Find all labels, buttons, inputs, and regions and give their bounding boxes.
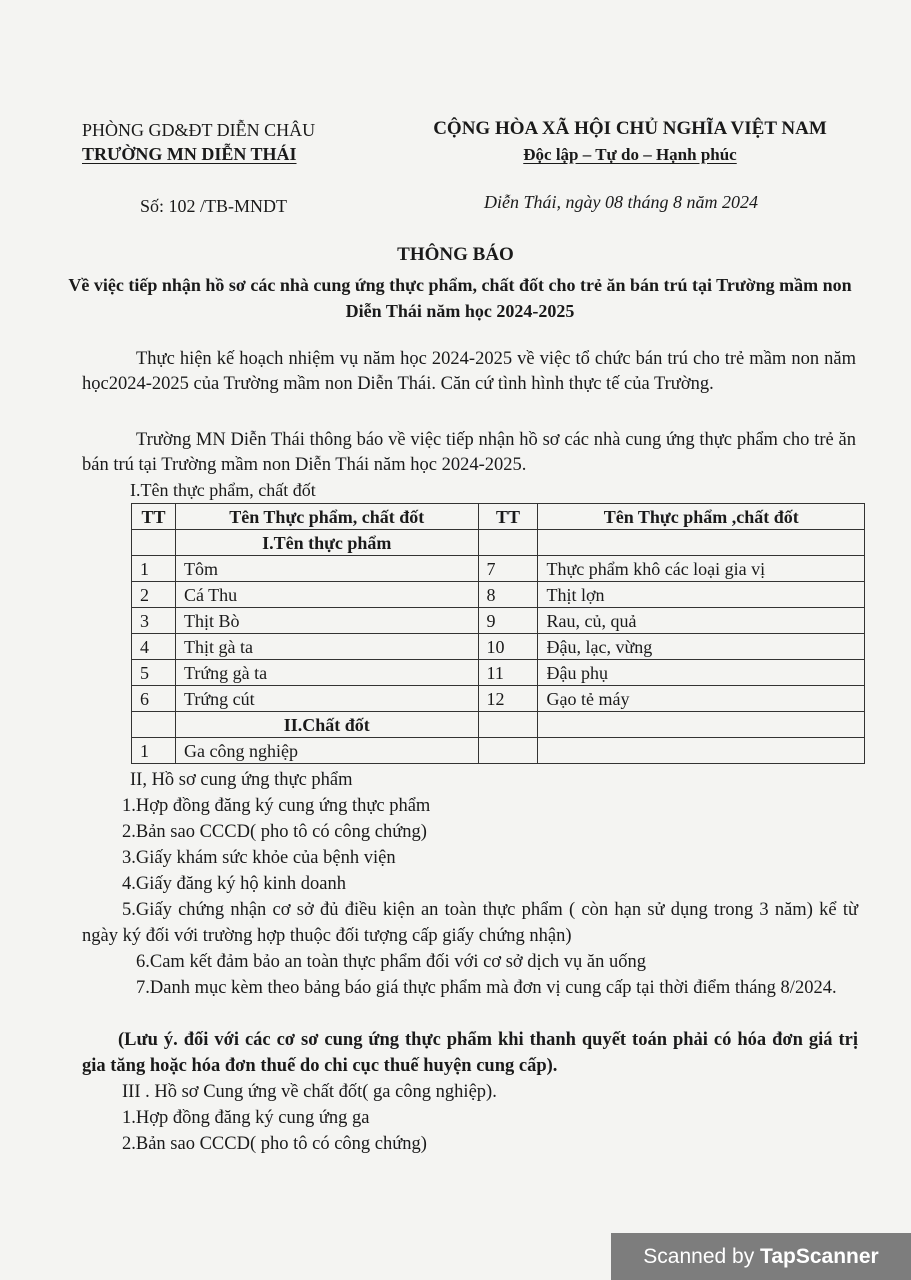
table-cell: Thịt gà ta xyxy=(175,634,478,660)
table-cell: 3 xyxy=(132,608,176,634)
paragraph-1: Thực hiện kế hoạch nhiệm vụ năm học 2024-2025 về việc tổ chức bán trú cho trẻ mầm non năm học2024-2025 của Trường mầm non Diễn Thái. Căn cứ tình hình thực tế của Trường. xyxy=(82,349,856,394)
list-item: 7.Danh mục kèm theo bảng báo giá thực phẩm mà đơn vị cung cấp tại thời điểm tháng 8/2024. xyxy=(136,978,837,998)
group-label: II.Chất đốt xyxy=(175,712,478,738)
list-item: 4.Giấy đăng ký hộ kinh doanh xyxy=(122,874,347,894)
nation-name: CỘNG HÒA XÃ HỘI CHỦ NGHĨA VIỆT NAM xyxy=(433,118,827,139)
table-cell: 10 xyxy=(478,634,538,660)
table-cell: Thực phẩm khô các loại gia vị xyxy=(538,556,865,582)
table-cell: 8 xyxy=(478,582,538,608)
table-cell: 4 xyxy=(132,634,176,660)
list-item: 2.Bản sao CCCD( pho tô có công chứng) xyxy=(122,1134,427,1154)
table-cell: Thịt Bò xyxy=(175,608,478,634)
table-cell: Đậu phụ xyxy=(538,660,865,686)
table-cell: Trứng gà ta xyxy=(175,660,478,686)
table-cell: Rau, củ, quả xyxy=(538,608,865,634)
list-item: 6.Cam kết đảm bảo an toàn thực phẩm đối với cơ sở dịch vụ ăn uống xyxy=(136,952,646,972)
header-cell: Tên Thực phẩm ,chất đốt xyxy=(538,504,865,530)
table-cell: 6 xyxy=(132,686,176,712)
watermark-prefix: Scanned by xyxy=(643,1245,761,1268)
table-row xyxy=(132,686,865,712)
table-cell xyxy=(538,738,865,764)
list-item: 5.Giấy chứng nhận cơ sở đủ điều kiện an toàn thực phẩm ( còn hạn sử dụng trong 3 năm) kể từ ngày ký đối với trường hợp thuộc đối tượng cấp giấy chứng nhận) xyxy=(82,900,858,946)
list-item: 2.Bản sao CCCD( pho tô có công chứng) xyxy=(122,822,427,842)
table-cell: Ga công nghiệp xyxy=(175,738,478,764)
table-row xyxy=(132,660,865,686)
document-number: Số: 102 /TB-MNDT xyxy=(140,196,288,216)
school-name: TRƯỜNG MN DIỄN THÁI xyxy=(82,144,297,164)
table-row xyxy=(132,582,865,608)
table-row xyxy=(132,738,865,764)
table-cell: Tôm xyxy=(175,556,478,582)
header-cell: TT xyxy=(132,504,176,530)
table-cell xyxy=(478,712,538,738)
list-item: 1.Hợp đồng đăng ký cung ứng ga xyxy=(122,1108,370,1128)
table-cell xyxy=(132,712,176,738)
group-row-food xyxy=(132,530,865,556)
document-subtitle: Về việc tiếp nhận hồ sơ các nhà cung ứng thực phẩm, chất đốt cho trẻ ăn bán trú tại Trường mầm non Diễn Thái năm học 2024-2025 xyxy=(68,275,852,321)
list-item: 1.Hợp đồng đăng ký cung ứng thực phẩm xyxy=(122,796,431,816)
table-cell: 12 xyxy=(478,686,538,712)
table-row xyxy=(132,634,865,660)
table-cell xyxy=(478,738,538,764)
table-cell: Thịt lợn xyxy=(538,582,865,608)
table-header-row xyxy=(132,504,865,530)
scanner-watermark xyxy=(611,1233,911,1280)
header-cell: TT xyxy=(478,504,538,530)
header-left xyxy=(82,118,315,166)
section-1-title: I.Tên thực phẩm, chất đốt xyxy=(130,480,316,500)
table-row xyxy=(132,556,865,582)
table-cell: 2 xyxy=(132,582,176,608)
document-title: THÔNG BÁO xyxy=(397,244,514,265)
section-3-title: III . Hồ sơ Cung ứng về chất đốt( ga công nghiệp). xyxy=(122,1082,497,1102)
table-row xyxy=(132,608,865,634)
table-cell: 1 xyxy=(132,738,176,764)
department-name: PHÒNG GD&ĐT DIỄN CHÂU xyxy=(82,120,316,140)
table-cell: 11 xyxy=(478,660,538,686)
list-item: 3.Giấy khám sức khỏe của bệnh viện xyxy=(122,848,396,868)
table-cell: Gạo tẻ máy xyxy=(538,686,865,712)
group-label: I.Tên thực phẩm xyxy=(175,530,478,556)
table-cell xyxy=(132,530,176,556)
header-right xyxy=(422,116,838,168)
note: (Lưu ý. đối với các cơ sơ cung ứng thực phẩm khi thanh quyết toán phải có hóa đơn giá trị gia tăng hoặc hóa đơn thuế do chi cục thuế huyện cung cấp). xyxy=(82,1030,858,1076)
table-cell: 7 xyxy=(478,556,538,582)
table-cell: Đậu, lạc, vừng xyxy=(538,634,865,660)
watermark-brand: TapScanner xyxy=(760,1245,879,1268)
paragraph-2: Trường MN Diễn Thái thông báo về việc tiếp nhận hồ sơ các nhà cung ứng thực phẩm cho trẻ ăn bán trú tại Trường mầm non Diễn Thái năm học 2024-2025. xyxy=(82,430,856,475)
table-cell xyxy=(478,530,538,556)
header-cell: Tên Thực phẩm, chất đốt xyxy=(175,504,478,530)
table-cell: Trứng cút xyxy=(175,686,478,712)
table-cell xyxy=(538,530,865,556)
section-2-title: II, Hồ sơ cung ứng thực phẩm xyxy=(130,770,353,790)
motto: Độc lập – Tự do – Hạnh phúc xyxy=(523,145,737,164)
table-cell xyxy=(538,712,865,738)
table-cell: 1 xyxy=(132,556,176,582)
table-cell: 5 xyxy=(132,660,176,686)
table-cell: Cá Thu xyxy=(175,582,478,608)
document-date: Diễn Thái, ngày 08 tháng 8 năm 2024 xyxy=(484,192,758,212)
group-row-fuel xyxy=(132,712,865,738)
food-table xyxy=(131,503,865,764)
table-cell: 9 xyxy=(478,608,538,634)
